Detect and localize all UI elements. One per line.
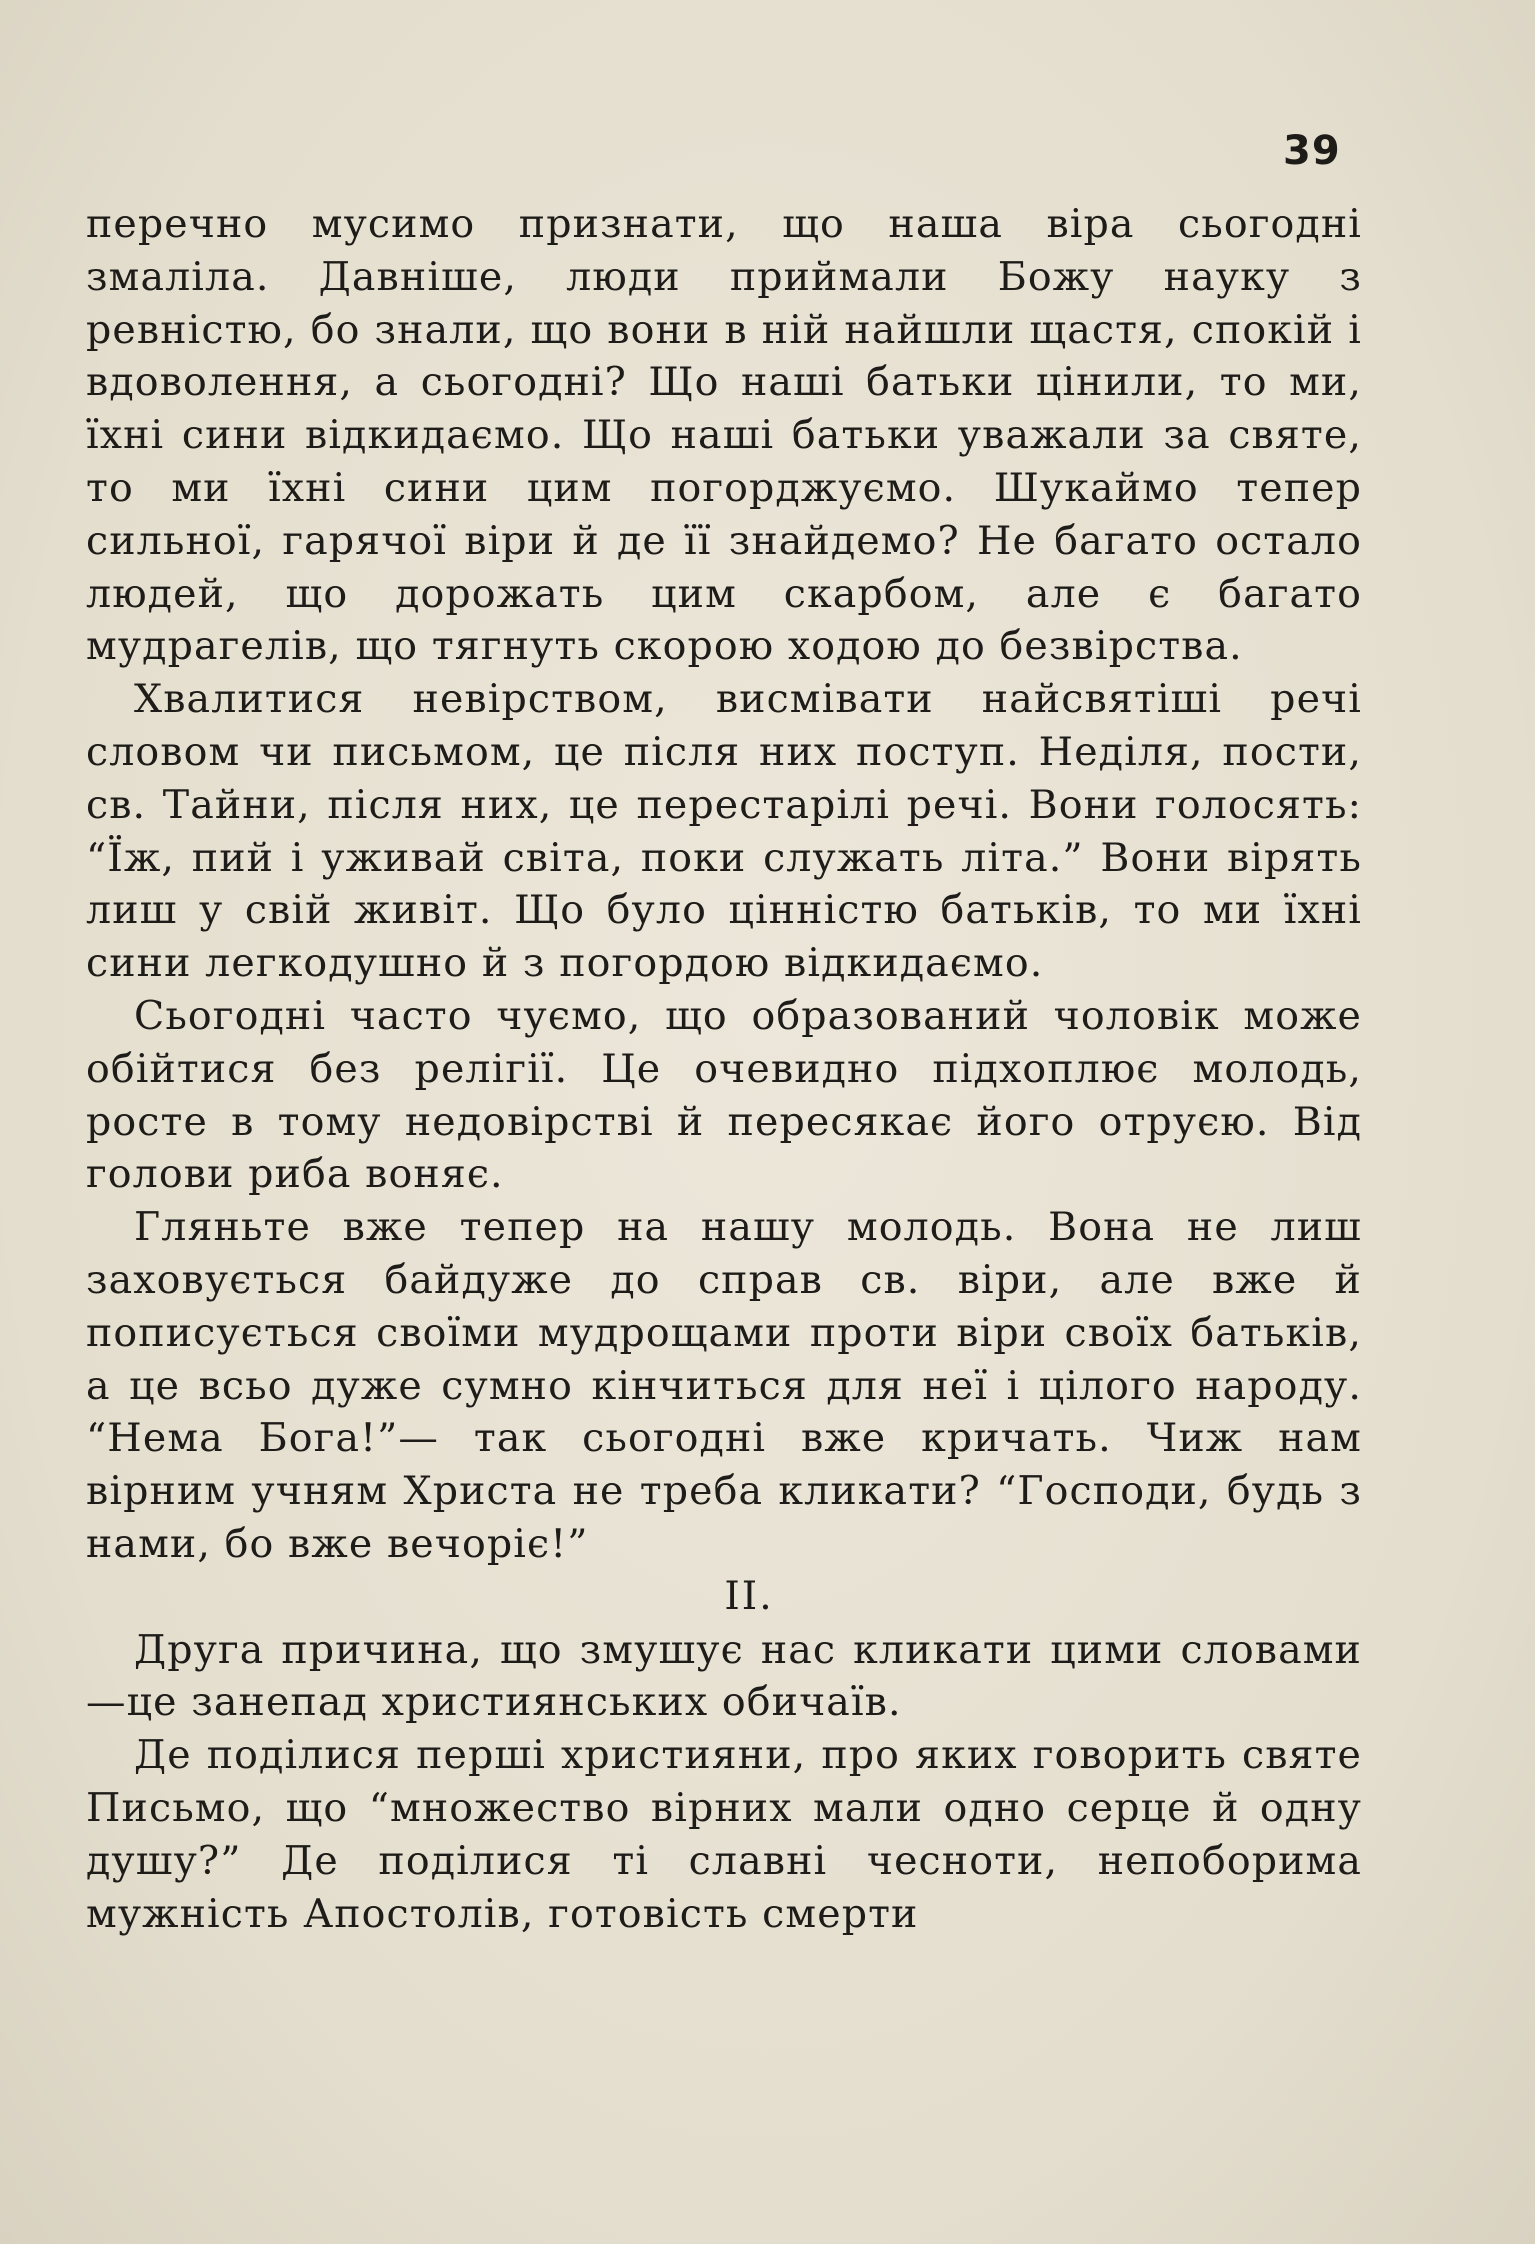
page-text bbox=[86, 198, 1362, 1940]
paragraph-3: Сьогодні часто чуємо, що образований чоловік може обійтися без релігії. Це очевидно підхоплює молодь, росте в тому недовірстві й пересякає його отруєю. Від голови риба воняє. bbox=[86, 992, 1362, 1198]
paragraph-4: Гляньте вже тепер на нашу молодь. Вона не лиш заховується байдуже до справ св. віри, але вже й пописується своїми мудрощами проти віри своїх батьків, а це всьо дуже сумно кінчиться для неї і цілого народу. “Нема Бога!”— так сьогодні вже кричать. Чиж нам вірним учням Христа не треба кликати? “Господи, будь з нами, бо вже вечоріє!” bbox=[86, 1204, 1362, 1567]
paragraph-5: Друга причина, що змушує нас кликати цими словами—це занепад християнських обичаїв. bbox=[86, 1626, 1362, 1726]
paragraph-6: Де поділися перші християни, про яких говорить святе Письмо, що “множество вірних мали одно серце й одну душу?” Де поділися ті славні чесноти, непоборима мужність Апостолів, готовість смерти bbox=[86, 1732, 1362, 1937]
paragraph-1: перечно мусимо признати, що наша віра сьогодні змаліла. Давніше, люди приймали Божу науку з ревністю, бо знали, що вони в ній найшли щастя, спокій і вдоволення, а сьогодні? Що наші батьки цінили, то ми, їхні сини відкидаємо. Що наші батьки уважали за святе, то ми їхні сини цим погорджуємо. Шукаймо тепер сильної, гарячої віри й де її знайдемо? Не багато остало людей, що дорожать цим скарбом, але є багато мудрагелів, що тягнуть скорою ходою до безвірства. bbox=[86, 201, 1362, 670]
page-number: 39 bbox=[1283, 128, 1341, 174]
paragraph-2: Хвалитися невірством, висмівати найсвятіші речі словом чи письмом, це після них поступ. Неділя, пости, св. Тайни, після них, це перестарілі речі. Вони голосять: “Їж, пий і уживай світа, поки служать літа.” Вони вірять лиш у свій живіт. Що було цінністю батьків, то ми їхні сини легкодушно й з погордою відкидаємо. bbox=[86, 676, 1362, 987]
section-heading: II. bbox=[724, 1573, 774, 1619]
